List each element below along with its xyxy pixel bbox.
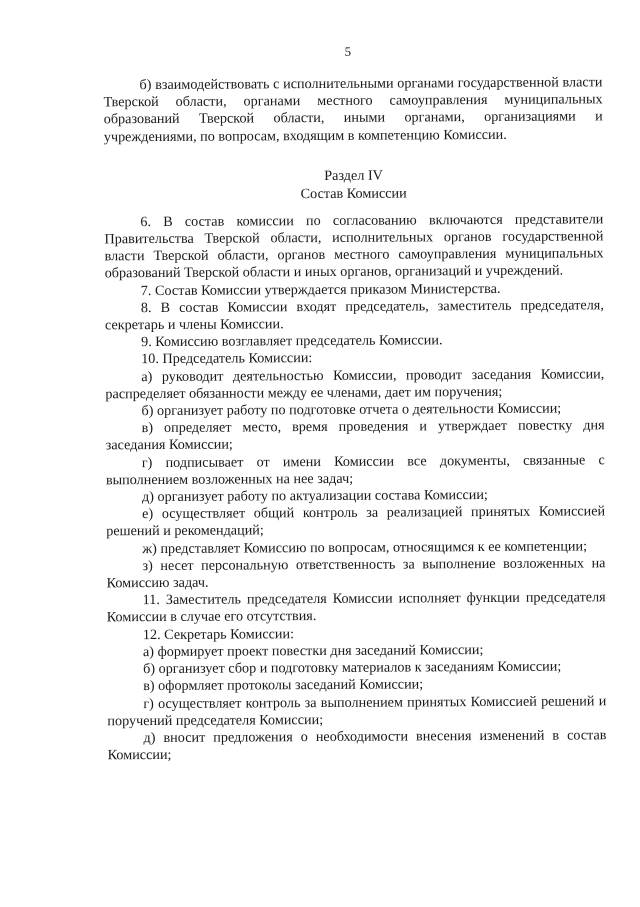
intro-paragraph: б) взаимодействовать с исполнительными органами государственной власти Тверской области, органами местного самоуправления муниципальных образований Тверской области, иными органами, организациями и учреждениями, по вопросам, входящим в компетенцию Комиссии. xyxy=(103,74,603,145)
section-body xyxy=(104,211,606,765)
paragraph-12: 12. Секретарь Комиссии: xyxy=(142,625,295,643)
paragraph-11: 11. Заместитель председателя Комиссии исполняет функции председателя Комиссии в случае его отсутствия. xyxy=(106,589,606,626)
list-item: з) несет персональную ответственность за выполнение возложенных на Комиссию задач. xyxy=(106,555,606,592)
paragraph-8: 8. В состав Комиссии входят председатель, заместитель председателя, секретарь и члены Комиссии. xyxy=(104,297,604,334)
list-item: б) организует работу по подготовке отчета о деятельности Комиссии; xyxy=(141,400,562,420)
list-item: г) подписывает от имени Комиссии все документы, связанные с выполнением возложенных на нее задач; xyxy=(105,451,605,489)
list-item: в) определяет место, время проведения и утверждает повестку дня заседания Комиссии; xyxy=(105,417,605,454)
list-item: б) организует сбор и подготовку материалов к заседаниям Комиссии; xyxy=(143,658,562,678)
paragraph-6: 6. В состав комиссии по согласованию включаются представители Правительства Тверской области, исполнительных органов государственной власти Тверской области, органов местного самоуправления муниципальных образований Тверской области и иных органов, организаций и учреждений. xyxy=(104,211,604,282)
paragraph-7: 7. Состав Комиссии утверждается приказом Министерства. xyxy=(140,280,501,299)
paragraph-10: 10. Председатель Комиссии: xyxy=(141,350,313,368)
list-item: д) организует работу по актуализации состава Комиссии; xyxy=(141,487,488,506)
section-title: Состав Комиссии xyxy=(300,185,407,202)
page-number: 5 xyxy=(344,43,352,59)
list-item: д) вносит предложения о необходимости внесения изменений в состав Комиссии; xyxy=(107,727,607,764)
list-item: г) осуществляет контроль за выполнением принятых Комиссией решений и поручений председателя Комиссии; xyxy=(107,692,607,730)
section-number: Раздел IV xyxy=(324,167,383,184)
list-item: е) осуществляет общий контроль за реализацией принятых Комиссией решений и рекомендаций; xyxy=(106,503,606,540)
list-item: а) формирует проект повестки дня заседаний Комиссии; xyxy=(142,641,484,660)
list-item: в) оформляет протоколы заседаний Комиссии; xyxy=(143,676,424,695)
paragraph-9: 9. Комиссию возглавляет председатель Комиссии. xyxy=(141,332,443,351)
list-item: а) руководит деятельностью Комиссии, проводит заседания Комиссии, распределяет обязанности между ее членами, дает им поручения; xyxy=(105,365,605,403)
list-item: ж) представляет Комиссию по вопросам, относящимся к ее компетенции; xyxy=(142,538,588,557)
